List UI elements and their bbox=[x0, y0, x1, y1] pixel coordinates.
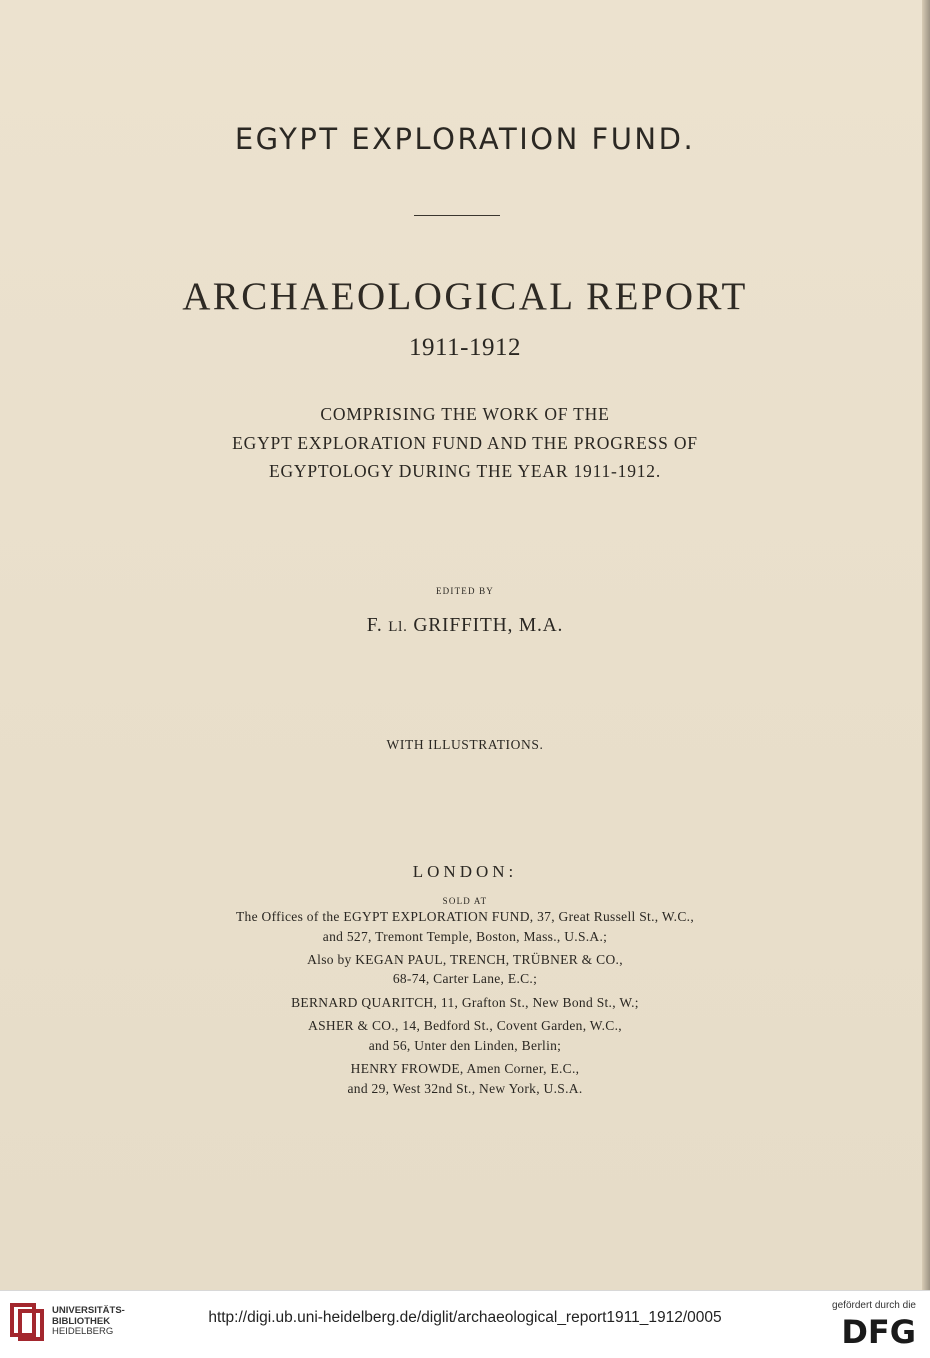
viewer-footer bbox=[0, 1290, 930, 1358]
publisher-line-3: Also by KEGAN PAUL, TRENCH, TRÜBNER & CO., bbox=[307, 952, 623, 967]
library-name-line-2: BIBLIOTHEK bbox=[52, 1315, 111, 1327]
publisher-line-4: 68-74, Carter Lane, E.C.; bbox=[392, 971, 538, 986]
funded-by-label: gefördert durch die bbox=[832, 1300, 916, 1311]
publisher-line-2: and 527, Tremont Temple, Boston, Mass., U.S.A.; bbox=[322, 929, 608, 944]
library-name-line-3: HEIDELBERG bbox=[52, 1326, 114, 1337]
report-title: ARCHAEOLOGICAL REPORT bbox=[182, 275, 748, 318]
library-name-line-1: UNIVERSITÄTS- bbox=[52, 1305, 125, 1316]
dfg-logo-icon: DFG bbox=[841, 1313, 916, 1351]
editor-initial: F. bbox=[366, 615, 389, 636]
editor-middle: Ll. bbox=[388, 619, 408, 635]
report-years: 1911-1912 bbox=[409, 334, 521, 361]
description-line-2: EGYPT EXPLORATION FUND AND THE PROGRESS OF bbox=[232, 433, 698, 453]
description-line-1: COMPRISING THE WORK OF THE bbox=[320, 404, 610, 424]
publisher-line-8: HENRY FROWDE, Amen Corner, E.C., bbox=[350, 1061, 580, 1076]
publisher-line-5: BERNARD QUARITCH, 11, Grafton St., New Bond St., W.; bbox=[291, 995, 639, 1010]
publisher-line-7: and 56, Unter den Linden, Berlin; bbox=[368, 1038, 562, 1053]
permalink-url[interactable]: http://digi.ub.uni-heidelberg.de/diglit/archaeological_report1911_1912/0005 bbox=[208, 1309, 722, 1326]
imprint-city: LONDON: bbox=[412, 862, 518, 881]
editor-surname: GRIFFITH, M.A. bbox=[407, 615, 564, 636]
description-line-3: EGYPTOLOGY DURING THE YEAR 1911-1912. bbox=[268, 461, 662, 481]
publisher-line-9: and 29, West 32nd St., New York, U.S.A. bbox=[347, 1081, 583, 1096]
sold-at-label: SOLD AT bbox=[442, 896, 488, 906]
title-rule bbox=[414, 215, 500, 216]
edited-by-label: EDITED BY bbox=[435, 586, 495, 596]
publisher-line-1: The Offices of the EGYPT EXPLORATION FUND, 37, Great Russell St., W.C., bbox=[235, 909, 695, 924]
publisher-line-6: ASHER & CO., 14, Bedford St., Covent Garden, W.C., bbox=[308, 1018, 622, 1033]
illustrations-note: WITH ILLUSTRATIONS. bbox=[386, 737, 544, 752]
editor-name bbox=[0, 615, 930, 637]
society-title: EGYPT EXPLORATION FUND. bbox=[234, 122, 696, 156]
